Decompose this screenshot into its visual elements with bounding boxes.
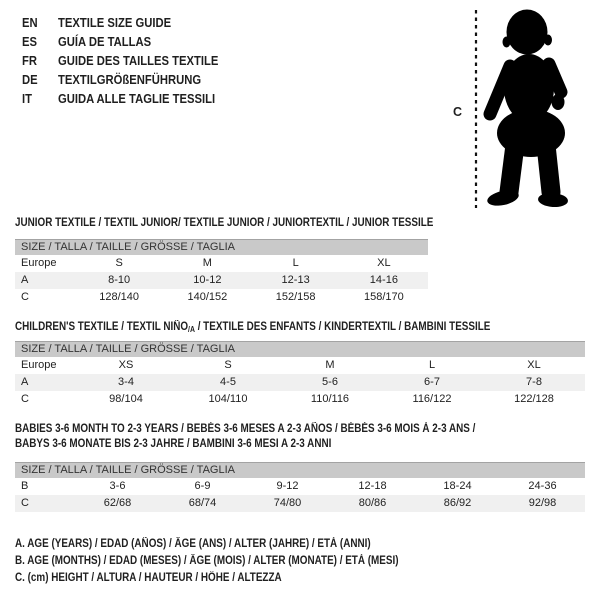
title-subscript: /A — [188, 325, 195, 334]
size-header-row — [15, 240, 428, 255]
table-row — [15, 255, 428, 272]
legend-line-a: A. AGE (YEARS) / EDAD (AÑOS) / ÂGE (ANS) / ALTER (JAHRE) / ETÀ (ANNI) — [15, 538, 371, 550]
cell: 12-18 — [358, 480, 387, 492]
table-row — [15, 478, 585, 495]
cell: 5-6 — [279, 374, 381, 391]
cell: S — [224, 359, 232, 371]
childrens-size-table — [15, 341, 585, 408]
language-code: EN — [22, 15, 38, 30]
cell: 92/98 — [500, 495, 585, 512]
size-header-cell: SIZE / TALLA / TAILLE / GRÖSSE / TAGLIA — [15, 463, 585, 478]
babies-table-title: BABIES 3-6 MONTH TO 2-3 YEARS / BEBÉS 3-6 MESES A 2-3 AÑOS / BÉBÉS 3-6 MOIS À 2-3 ANS / BABYS 3-6 MONATE BIS 2-3 JAHRE / BAMBINI 3-6 MESI A 2-3 ANNI — [15, 423, 476, 450]
cell: 140/152 — [187, 291, 228, 303]
cell: 74/80 — [245, 495, 330, 512]
cell: 6-7 — [381, 374, 483, 391]
cell: 110/116 — [310, 393, 350, 405]
cell: 9-12 — [276, 480, 299, 492]
cell: 152/158 — [275, 291, 316, 303]
language-row-en — [22, 13, 218, 32]
table-row — [15, 289, 428, 306]
size-header-row — [15, 463, 585, 478]
cell: M — [202, 257, 212, 269]
legend-line-b: B. AGE (MONTHS) / EDAD (MESES) / ÂGE (MOIS) / ALTER (MONATE) / ETÀ (MESI) — [15, 555, 399, 567]
height-figure — [440, 0, 600, 215]
language-list — [22, 13, 218, 108]
language-title: GUIDE DES TAILLES TEXTILE — [58, 53, 219, 68]
cell: 122/128 — [514, 393, 554, 405]
row-label: Europe — [21, 359, 57, 371]
language-title: GUIDA ALLE TAGLIE TESSILI — [58, 91, 216, 106]
cell: 6-9 — [194, 480, 211, 492]
cell: 12-13 — [252, 272, 340, 289]
cell: S — [115, 257, 123, 269]
cell: 10-12 — [163, 272, 251, 289]
cell: M — [325, 359, 335, 371]
junior-table-title: JUNIOR TEXTILE / TEXTIL JUNIOR/ TEXTILE JUNIOR / JUNIORTEXTIL / JUNIOR TESSILE — [15, 217, 434, 229]
cell: 80/86 — [330, 495, 415, 512]
cell: 14-16 — [340, 272, 428, 289]
legend-line-c: C. (cm) HEIGHT / ALTURA / HAUTEUR / HÖHE / ALTEZZA — [15, 572, 282, 584]
language-row-it — [22, 89, 218, 108]
cell: 7-8 — [483, 374, 585, 391]
cell: 3-6 — [109, 480, 126, 492]
cell: 128/140 — [99, 291, 139, 303]
language-code: FR — [22, 53, 38, 68]
cell: XL — [527, 359, 541, 371]
row-label: A — [15, 272, 75, 289]
toddler-silhouette-icon — [470, 0, 600, 215]
table-row — [15, 391, 585, 408]
language-code: ES — [22, 34, 38, 49]
cell: XS — [118, 359, 134, 371]
cell: 116/122 — [412, 393, 452, 405]
cell: 158/170 — [363, 291, 404, 303]
height-measure-label: C — [453, 105, 463, 119]
language-code: IT — [22, 91, 32, 106]
cell: 68/74 — [160, 495, 245, 512]
cell: 18-24 — [443, 480, 472, 492]
language-title: TEXTILE SIZE GUIDE — [58, 15, 172, 30]
table-row — [15, 374, 585, 391]
row-label: B — [21, 480, 29, 492]
language-code: DE — [22, 72, 38, 87]
cell: XL — [377, 257, 391, 269]
cell: L — [428, 359, 436, 371]
table-row — [15, 357, 585, 374]
language-title: GUÍA DE TALLAS — [58, 34, 152, 49]
size-header-cell: SIZE / TALLA / TAILLE / GRÖSSE / TAGLIA — [15, 342, 585, 357]
babies-size-table — [15, 462, 585, 512]
row-label: Europe — [21, 257, 57, 269]
language-row-fr — [22, 51, 218, 70]
language-title: TEXTILGRÖßENFÜHRUNG — [58, 72, 202, 87]
cell: 24-36 — [528, 480, 557, 492]
row-label: C — [21, 393, 29, 405]
row-label: C — [21, 291, 29, 303]
table-row — [15, 272, 428, 289]
language-row-es — [22, 32, 218, 51]
row-label: A — [15, 374, 75, 391]
row-label: C — [15, 495, 75, 512]
measure-legend — [15, 538, 461, 589]
cell: L — [292, 257, 299, 269]
language-row-de — [22, 70, 218, 89]
cell: 62/68 — [75, 495, 160, 512]
cell: 4-5 — [177, 374, 279, 391]
size-header-row — [15, 342, 585, 357]
cell: 3-4 — [75, 374, 177, 391]
junior-size-table — [15, 239, 428, 306]
cell: 98/104 — [109, 393, 143, 405]
table-row — [15, 495, 585, 512]
cell: 8-10 — [75, 272, 163, 289]
cell: 104/110 — [208, 393, 248, 405]
cell: 86/92 — [415, 495, 500, 512]
childrens-table-title: CHILDREN'S TEXTILE / TEXTIL $NIÑO_{/A}$ / TEXTILE DES ENFANTS / KINDERTEXTIL / BAMBINI TESSILE — [15, 321, 491, 334]
size-header-cell: SIZE / TALLA / TAILLE / GRÖSSE / TAGLIA — [15, 240, 428, 255]
